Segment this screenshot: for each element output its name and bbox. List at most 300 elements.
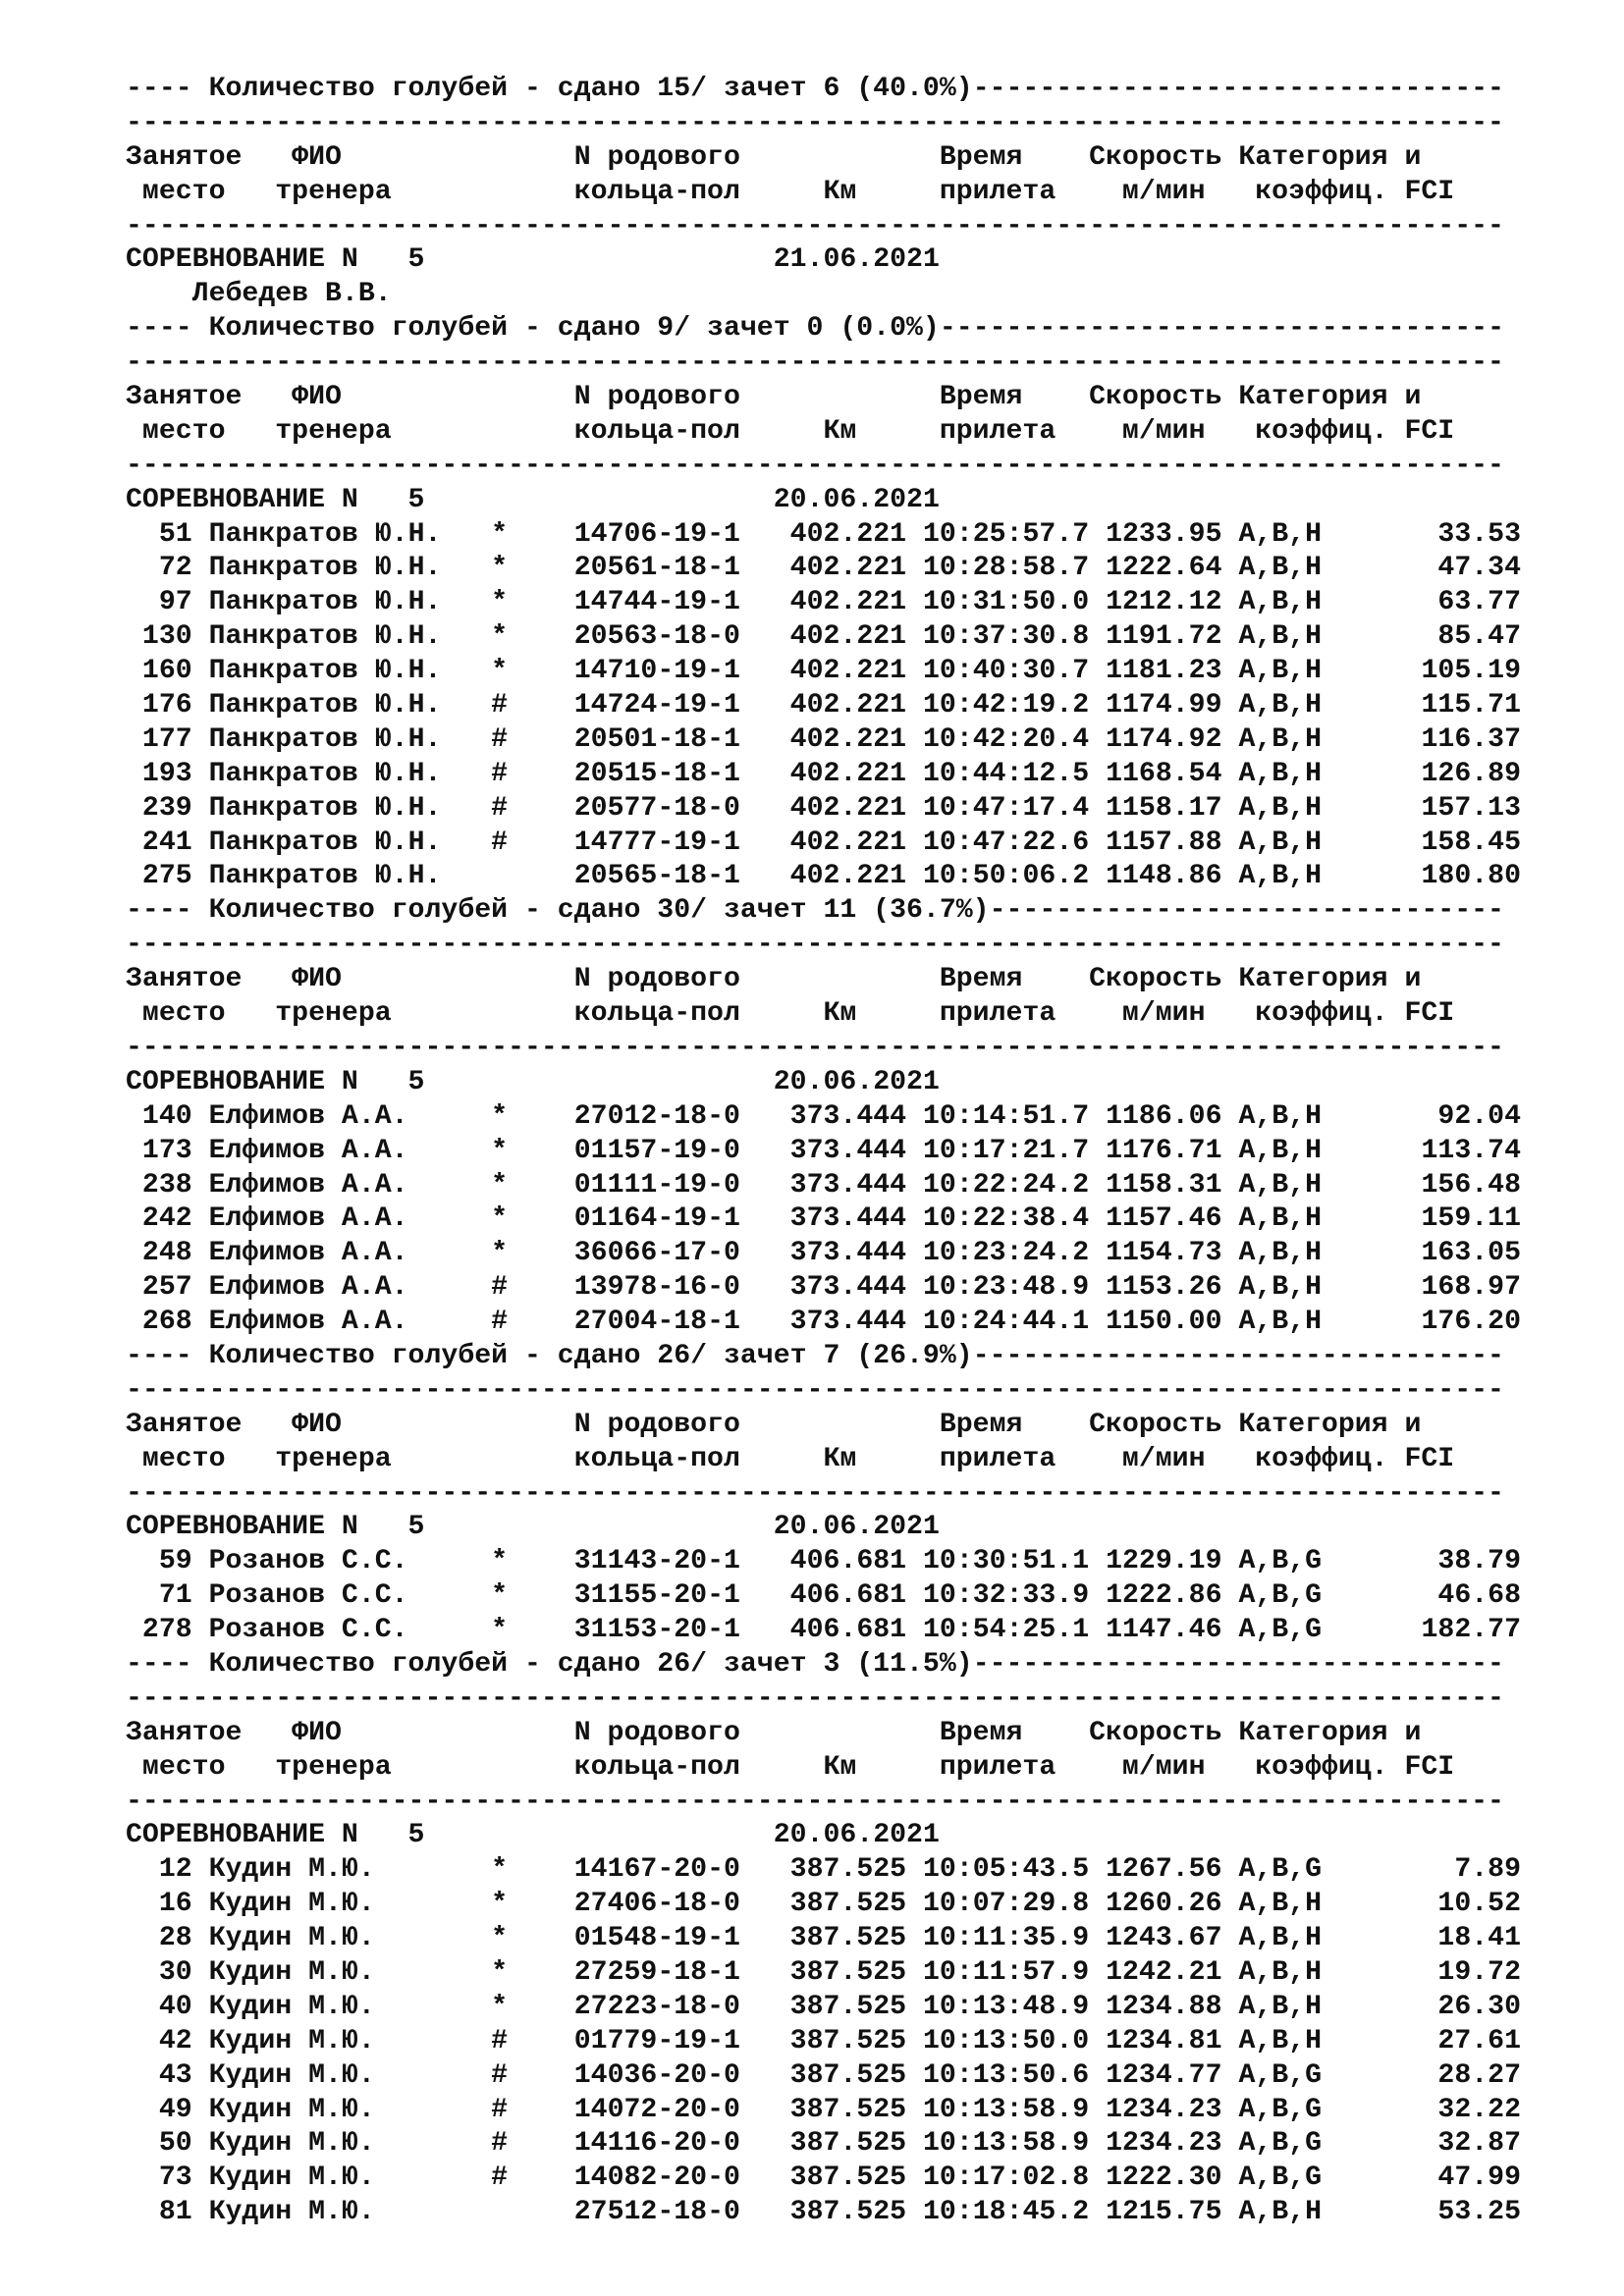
result-row bbox=[126, 1579, 1521, 1614]
sep bbox=[1222, 1203, 1239, 1234]
ring-number: 14706-19-1 bbox=[573, 518, 740, 550]
sep bbox=[441, 793, 491, 824]
result-row bbox=[126, 1237, 1521, 1271]
arrival-time: 10:54:25.1 bbox=[923, 1615, 1090, 1646]
sep bbox=[906, 1957, 923, 1988]
mark: * bbox=[491, 1100, 509, 1132]
place: 257 bbox=[126, 1272, 192, 1304]
sep bbox=[1222, 621, 1239, 652]
summary-text: ---- Количество голубей - сдано 26/ зачет 3 (11.5%) bbox=[126, 1648, 973, 1680]
result-row bbox=[126, 1853, 1521, 1888]
fci: 92.04 bbox=[1322, 1100, 1521, 1132]
place: 130 bbox=[126, 621, 192, 653]
sep bbox=[906, 2026, 923, 2056]
sep bbox=[740, 1923, 790, 1953]
arrival-time: 10:18:45.2 bbox=[923, 2197, 1090, 2228]
sep bbox=[906, 1546, 923, 1576]
sep bbox=[906, 724, 923, 755]
speed: 1158.17 bbox=[1106, 792, 1222, 824]
fancier-name: Розанов С.С. bbox=[208, 1615, 442, 1646]
category: A,B,H bbox=[1238, 723, 1323, 755]
column-header: место тренера кольца-пол Км прилета м/мин коэффиц. FCI bbox=[126, 998, 1455, 1030]
sep bbox=[508, 2128, 574, 2159]
sep bbox=[441, 1307, 491, 1337]
fancier-name: Панкратов Ю.Н. bbox=[208, 621, 442, 653]
distance-km: 402.221 bbox=[789, 861, 907, 892]
ring-number: 20561-18-1 bbox=[573, 553, 740, 584]
sep bbox=[508, 1992, 574, 2022]
place: 16 bbox=[126, 1889, 192, 1920]
competition-date: 20.06.2021 bbox=[773, 484, 940, 515]
fancier-name: Кудин М.Ю. bbox=[208, 1854, 442, 1886]
distance-km: 387.525 bbox=[789, 1956, 907, 1988]
sep bbox=[192, 553, 209, 583]
speed: 1215.75 bbox=[1106, 2197, 1222, 2228]
sep bbox=[1222, 1615, 1239, 1645]
sep bbox=[740, 1307, 790, 1337]
category: A,B,G bbox=[1238, 1580, 1323, 1612]
mark: * bbox=[491, 587, 509, 618]
divider: ----------------------------------------------------------------------------------- bbox=[126, 107, 1504, 138]
sep bbox=[906, 519, 923, 550]
speed: 1157.46 bbox=[1106, 1203, 1222, 1235]
sep bbox=[508, 690, 574, 721]
mark: # bbox=[491, 1307, 509, 1338]
sep bbox=[508, 2197, 574, 2227]
fci: 63.77 bbox=[1322, 587, 1521, 618]
speed: 1174.99 bbox=[1106, 690, 1222, 721]
sep bbox=[508, 1615, 574, 1645]
sep bbox=[906, 1923, 923, 1953]
fancier-name: Панкратов Ю.Н. bbox=[208, 518, 442, 550]
arrival-time: 10:13:50.0 bbox=[923, 2025, 1090, 2056]
distance-km: 387.525 bbox=[789, 1923, 907, 1954]
fci: 126.89 bbox=[1322, 758, 1521, 789]
column-header: Занятое ФИО N родового Время Скорость Категория и bbox=[126, 382, 1422, 413]
sep bbox=[1222, 2060, 1239, 2091]
speed: 1267.56 bbox=[1106, 1854, 1222, 1886]
sep bbox=[1222, 1101, 1239, 1132]
arrival-time: 10:17:02.8 bbox=[923, 2163, 1090, 2194]
column-header: Занятое ФИО N родового Время Скорость Категория и bbox=[126, 1717, 1422, 1748]
sep bbox=[508, 1203, 574, 1234]
category: A,B,H bbox=[1238, 2197, 1323, 2228]
arrival-time: 10:22:24.2 bbox=[923, 1169, 1090, 1201]
arrival-time: 10:42:20.4 bbox=[923, 723, 1090, 755]
summary-line bbox=[126, 1340, 1521, 1374]
result-row bbox=[126, 1545, 1521, 1579]
fci: 158.45 bbox=[1322, 827, 1521, 858]
sep bbox=[192, 519, 209, 550]
sep bbox=[906, 861, 923, 891]
place: 12 bbox=[126, 1854, 192, 1886]
speed: 1181.23 bbox=[1106, 656, 1222, 687]
sep bbox=[441, 1615, 491, 1645]
place: 248 bbox=[126, 1238, 192, 1269]
sep bbox=[192, 1854, 209, 1885]
mark: # bbox=[491, 690, 509, 721]
speed: 1234.23 bbox=[1106, 2094, 1222, 2125]
sep bbox=[508, 1272, 574, 1303]
sep bbox=[441, 2060, 491, 2091]
sep bbox=[1222, 587, 1239, 617]
divider: ----------------------------------------------------------------------------------- bbox=[126, 210, 1504, 241]
sep bbox=[906, 2095, 923, 2125]
sep bbox=[441, 1580, 491, 1611]
category: A,B,H bbox=[1238, 621, 1323, 653]
result-row bbox=[126, 518, 1521, 553]
result-row bbox=[126, 1991, 1521, 2025]
place: 268 bbox=[126, 1307, 192, 1338]
distance-km: 387.525 bbox=[789, 2128, 907, 2160]
sep bbox=[508, 1136, 574, 1166]
sep bbox=[508, 1307, 574, 1337]
fci: 28.27 bbox=[1322, 2059, 1521, 2091]
speed: 1229.19 bbox=[1106, 1546, 1222, 1577]
result-row bbox=[126, 860, 1521, 894]
arrival-time: 10:47:22.6 bbox=[923, 827, 1090, 858]
distance-km: 373.444 bbox=[789, 1169, 907, 1201]
fci: 33.53 bbox=[1322, 518, 1521, 550]
place: 242 bbox=[126, 1203, 192, 1235]
arrival-time: 10:40:30.7 bbox=[923, 656, 1090, 687]
fci: 159.11 bbox=[1322, 1203, 1521, 1235]
sep bbox=[1089, 1923, 1106, 1953]
arrival-time: 10:44:12.5 bbox=[923, 758, 1090, 789]
sep bbox=[192, 724, 209, 755]
sep bbox=[1222, 1923, 1239, 1953]
distance-km: 373.444 bbox=[789, 1238, 907, 1269]
sep bbox=[740, 1992, 790, 2022]
speed: 1260.26 bbox=[1106, 1889, 1222, 1920]
sep bbox=[906, 2163, 923, 2193]
sep bbox=[1222, 553, 1239, 583]
result-row bbox=[126, 2196, 1521, 2230]
rule: -------------------------------- bbox=[972, 74, 1504, 104]
sep bbox=[1089, 724, 1106, 755]
column-header: Занятое ФИО N родового Время Скорость Категория и bbox=[126, 1409, 1422, 1440]
place: 71 bbox=[126, 1580, 192, 1612]
mark: # bbox=[491, 827, 509, 858]
fci: 156.48 bbox=[1322, 1169, 1521, 1201]
competition-line bbox=[126, 484, 1521, 518]
mark: # bbox=[491, 2128, 509, 2160]
distance-km: 402.221 bbox=[789, 690, 907, 721]
sep bbox=[192, 1101, 209, 1132]
competition-date: 20.06.2021 bbox=[773, 1066, 940, 1097]
sep bbox=[441, 1854, 491, 1885]
sep bbox=[740, 1580, 790, 1611]
fci: 53.25 bbox=[1322, 2197, 1521, 2228]
sep bbox=[1222, 1272, 1239, 1303]
distance-km: 402.221 bbox=[789, 723, 907, 755]
sep bbox=[1089, 587, 1106, 617]
column-header: место тренера кольца-пол Км прилета м/мин коэффиц. FCI bbox=[126, 1751, 1455, 1783]
sep bbox=[740, 621, 790, 652]
category: A,B,H bbox=[1238, 1272, 1323, 1304]
mark: * bbox=[491, 1956, 509, 1988]
speed: 1222.86 bbox=[1106, 1580, 1222, 1612]
sep bbox=[1089, 1580, 1106, 1611]
sep bbox=[192, 2026, 209, 2056]
result-row bbox=[126, 1614, 1521, 1648]
sep bbox=[1222, 1307, 1239, 1337]
sep bbox=[1089, 1101, 1106, 1132]
sep bbox=[441, 759, 491, 789]
sep bbox=[508, 1238, 574, 1268]
column-header: место тренера кольца-пол Км прилета м/мин коэффиц. FCI bbox=[126, 415, 1455, 447]
sep bbox=[508, 724, 574, 755]
fci: 32.22 bbox=[1322, 2094, 1521, 2125]
result-row bbox=[126, 2127, 1521, 2162]
sep bbox=[441, 2163, 491, 2193]
mark: # bbox=[491, 1272, 509, 1304]
sep bbox=[740, 1203, 790, 1234]
sep bbox=[192, 690, 209, 721]
distance-km: 373.444 bbox=[789, 1203, 907, 1235]
sep bbox=[1222, 1546, 1239, 1576]
sep bbox=[1089, 1170, 1106, 1201]
sep bbox=[906, 793, 923, 824]
sep bbox=[441, 1101, 491, 1132]
speed: 1158.31 bbox=[1106, 1169, 1222, 1201]
sep bbox=[192, 759, 209, 789]
sep bbox=[441, 2095, 491, 2125]
competition-date: 20.06.2021 bbox=[773, 1512, 940, 1543]
sep bbox=[906, 1992, 923, 2022]
rule: -------------------------------- bbox=[972, 1340, 1504, 1371]
sep bbox=[1089, 553, 1106, 583]
result-row bbox=[126, 1956, 1521, 1991]
sep bbox=[1222, 724, 1239, 755]
fci: 176.20 bbox=[1322, 1307, 1521, 1338]
place: 173 bbox=[126, 1135, 192, 1166]
category: A,B,H bbox=[1238, 1203, 1323, 1235]
distance-km: 373.444 bbox=[789, 1272, 907, 1304]
ring-number: 13978-16-0 bbox=[573, 1272, 740, 1304]
result-row bbox=[126, 1100, 1521, 1135]
place: 81 bbox=[126, 2197, 192, 2228]
sep bbox=[906, 1889, 923, 1919]
mark: * bbox=[491, 656, 509, 687]
place: 51 bbox=[126, 518, 192, 550]
speed: 1176.71 bbox=[1106, 1135, 1222, 1166]
sep bbox=[906, 1203, 923, 1234]
speed: 1154.73 bbox=[1106, 1238, 1222, 1269]
indent bbox=[126, 279, 192, 309]
distance-km: 387.525 bbox=[789, 2163, 907, 2194]
sep bbox=[1222, 759, 1239, 789]
arrival-time: 10:28:58.7 bbox=[923, 553, 1090, 584]
sep bbox=[441, 519, 491, 550]
fci: 18.41 bbox=[1322, 1923, 1521, 1954]
sep bbox=[1089, 2163, 1106, 2193]
place: 177 bbox=[126, 723, 192, 755]
ring-number: 14082-20-0 bbox=[573, 2163, 740, 2194]
sep bbox=[1089, 2095, 1106, 2125]
arrival-time: 10:13:58.9 bbox=[923, 2128, 1090, 2160]
category: A,B,H bbox=[1238, 2025, 1323, 2056]
fancier-name: Панкратов Ю.Н. bbox=[208, 656, 442, 687]
summary-text: ---- Количество голубей - сдано 26/ зачет 7 (26.9%) bbox=[126, 1340, 973, 1371]
sep bbox=[1089, 1854, 1106, 1885]
fci: 38.79 bbox=[1322, 1546, 1521, 1577]
fci: 10.52 bbox=[1322, 1889, 1521, 1920]
sep bbox=[441, 656, 491, 686]
sep bbox=[740, 724, 790, 755]
mark bbox=[491, 2197, 508, 2227]
sep bbox=[192, 1580, 209, 1611]
fancier-name: Кудин М.Ю. bbox=[208, 1991, 442, 2022]
sep bbox=[1089, 690, 1106, 721]
result-row bbox=[126, 723, 1521, 758]
sep bbox=[508, 861, 574, 891]
mark: # bbox=[491, 2163, 509, 2194]
sep bbox=[1222, 1957, 1239, 1988]
sep bbox=[441, 1923, 491, 1953]
fci: 182.77 bbox=[1322, 1615, 1521, 1646]
sep bbox=[441, 553, 491, 583]
place: 97 bbox=[126, 587, 192, 618]
speed: 1157.88 bbox=[1106, 827, 1222, 858]
sep bbox=[192, 828, 209, 858]
fancier-name: Панкратов Ю.Н. bbox=[208, 723, 442, 755]
fci: 32.87 bbox=[1322, 2128, 1521, 2160]
fci: 47.34 bbox=[1322, 553, 1521, 584]
sep bbox=[508, 1923, 574, 1953]
divider: ----------------------------------------------------------------------------------- bbox=[126, 1374, 1504, 1406]
sep bbox=[1089, 621, 1106, 652]
divider: ----------------------------------------------------------------------------------- bbox=[126, 1032, 1504, 1063]
sep bbox=[1089, 793, 1106, 824]
sep bbox=[192, 2095, 209, 2125]
sep bbox=[441, 1170, 491, 1201]
sep bbox=[1089, 828, 1106, 858]
sep bbox=[192, 1546, 209, 1576]
place: 278 bbox=[126, 1615, 192, 1646]
result-row bbox=[126, 586, 1521, 620]
fci: 85.47 bbox=[1322, 621, 1521, 653]
ring-number: 20515-18-1 bbox=[573, 758, 740, 789]
result-row bbox=[126, 1888, 1521, 1922]
ring-number: 14724-19-1 bbox=[573, 690, 740, 721]
fci: 7.89 bbox=[1322, 1854, 1521, 1886]
result-row bbox=[126, 2162, 1521, 2196]
fancier-name: Панкратов Ю.Н. bbox=[208, 553, 442, 584]
sep bbox=[740, 1272, 790, 1303]
ring-number: 20563-18-0 bbox=[573, 621, 740, 653]
ring-number: 27004-18-1 bbox=[573, 1307, 740, 1338]
sep bbox=[906, 656, 923, 686]
speed: 1212.12 bbox=[1106, 587, 1222, 618]
fancier-name: Лебедев В.В. bbox=[191, 279, 392, 310]
arrival-time: 10:05:43.5 bbox=[923, 1854, 1090, 1886]
arrival-time: 10:42:19.2 bbox=[923, 690, 1090, 721]
speed: 1242.21 bbox=[1106, 1956, 1222, 1988]
sep bbox=[906, 1615, 923, 1645]
place: 28 bbox=[126, 1923, 192, 1954]
ring-number: 01164-19-1 bbox=[573, 1203, 740, 1235]
mark: * bbox=[491, 1923, 509, 1954]
category: A,B,H bbox=[1238, 1991, 1323, 2022]
summary-text: ---- Количество голубей - сдано 9/ зачет 0 (0.0%) bbox=[126, 313, 940, 345]
sep bbox=[508, 1580, 574, 1611]
category: A,B,G bbox=[1238, 1854, 1323, 1886]
sep bbox=[740, 587, 790, 617]
distance-km: 387.525 bbox=[789, 1991, 907, 2022]
result-row bbox=[126, 1202, 1521, 1237]
summary-line bbox=[126, 1648, 1521, 1682]
result-row bbox=[126, 2059, 1521, 2094]
fancier-name: Кудин М.Ю. bbox=[208, 2197, 442, 2228]
sep bbox=[1222, 2128, 1239, 2159]
fci: 47.99 bbox=[1322, 2163, 1521, 2194]
fancier-name: Розанов С.С. bbox=[208, 1546, 442, 1577]
sep bbox=[508, 656, 574, 686]
result-row bbox=[126, 620, 1521, 655]
sep bbox=[508, 2060, 574, 2091]
sep bbox=[906, 1307, 923, 1337]
mark: * bbox=[491, 1169, 509, 1201]
sep bbox=[192, 2128, 209, 2159]
sep bbox=[740, 690, 790, 721]
fci: 163.05 bbox=[1322, 1238, 1521, 1269]
mark: # bbox=[491, 723, 509, 755]
sep bbox=[441, 724, 491, 755]
result-row bbox=[126, 1922, 1521, 1956]
sep bbox=[192, 1136, 209, 1166]
fancier-name: Кудин М.Ю. bbox=[208, 2025, 442, 2056]
sep bbox=[740, 1889, 790, 1919]
category: A,B,H bbox=[1238, 587, 1323, 618]
fci: 180.80 bbox=[1322, 861, 1521, 892]
fancier-line bbox=[126, 278, 1521, 312]
sep bbox=[441, 1957, 491, 1988]
place: 49 bbox=[126, 2094, 192, 2125]
ring-number: 01548-19-1 bbox=[573, 1923, 740, 1954]
distance-km: 402.221 bbox=[789, 621, 907, 653]
summary-text: ---- Количество голубей - сдано 15/ зачет 6 (40.0%) bbox=[126, 74, 973, 104]
mark: # bbox=[491, 792, 509, 824]
fancier-name: Елфимов А.А. bbox=[208, 1307, 442, 1338]
sep bbox=[906, 2128, 923, 2159]
distance-km: 402.221 bbox=[789, 758, 907, 789]
sep bbox=[508, 2026, 574, 2056]
sep bbox=[441, 2026, 491, 2056]
ring-number: 14072-20-0 bbox=[573, 2094, 740, 2125]
mark: # bbox=[491, 2059, 509, 2091]
fancier-name: Елфимов А.А. bbox=[208, 1135, 442, 1166]
speed: 1234.77 bbox=[1106, 2059, 1222, 2091]
ring-number: 27223-18-0 bbox=[573, 1991, 740, 2022]
sep bbox=[906, 1101, 923, 1132]
fci: 113.74 bbox=[1322, 1135, 1521, 1166]
arrival-time: 10:11:57.9 bbox=[923, 1956, 1090, 1988]
sep bbox=[1089, 2026, 1106, 2056]
competition-title: СОРЕВНОВАНИЕ N 5 bbox=[126, 1820, 774, 1851]
fci: 115.71 bbox=[1322, 690, 1521, 721]
mark: # bbox=[491, 2094, 509, 2125]
sep bbox=[906, 1272, 923, 1303]
divider: ----------------------------------------------------------------------------------- bbox=[126, 1682, 1504, 1714]
sep bbox=[740, 861, 790, 891]
sep bbox=[192, 656, 209, 686]
distance-km: 406.681 bbox=[789, 1615, 907, 1646]
sep bbox=[1089, 1615, 1106, 1645]
sep bbox=[906, 2197, 923, 2227]
column-header: Занятое ФИО N родового Время Скорость Категория и bbox=[126, 141, 1422, 173]
arrival-time: 10:50:06.2 bbox=[923, 861, 1090, 892]
